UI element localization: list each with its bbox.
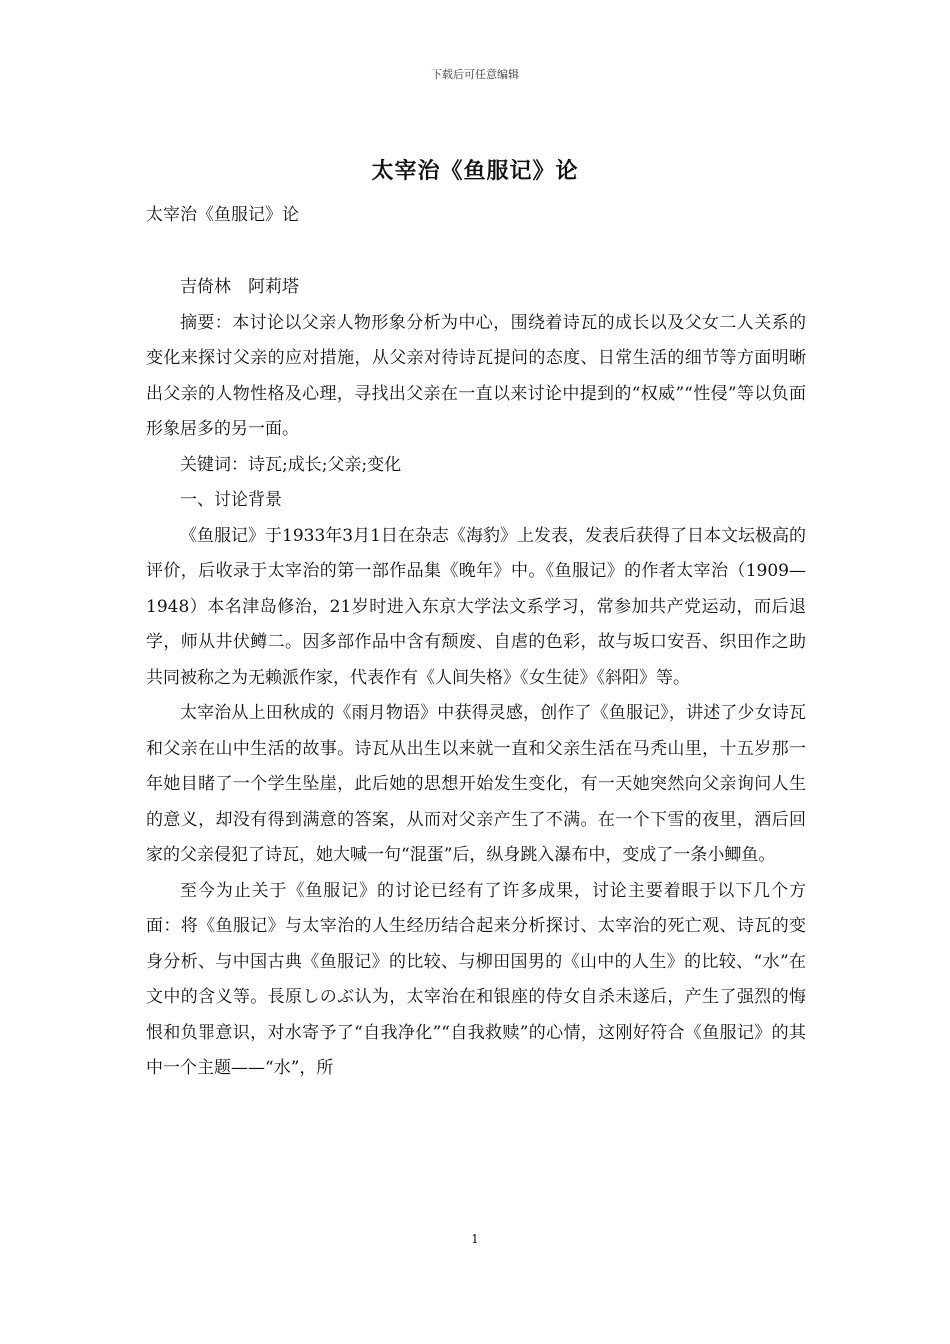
- document-subtitle: 太宰治《鱼服记》论: [146, 205, 299, 225]
- section-heading: 一、讨论背景: [180, 490, 282, 510]
- document-body: [146, 270, 806, 1087]
- body-paragraph: 至今为止关于《鱼服记》的讨论已经有了许多成果，讨论主要着眼于以下几个方面：将《鱼服记》与太宰治的人生经历结合起来分析探讨、太宰治的死亡观、诗瓦的变身分析、与中国古典《鱼服记》的比较、与柳田国男的《山中的人生》的比较、“水”在文中的含义等。長原しのぶ认为，太宰治在和银座的侍女自杀未遂后，产生了强烈的悔恨和负罪意识，对水寄予了“自我净化”“自我救赎”的心情，这刚好符合《鱼服记》的其中一个主题——“水”，所: [146, 880, 806, 1078]
- document-title: 太宰治《鱼服记》论: [371, 158, 579, 184]
- page-header: 下载后可任意编辑: [431, 68, 519, 81]
- page-number: 1: [471, 1232, 479, 1246]
- authors: 吉倚林 阿莉塔: [180, 277, 299, 297]
- keywords: 关键词：诗瓦;成长;父亲;变化: [180, 454, 402, 475]
- body-paragraph: 《鱼服记》于1933年3月1日在杂志《海豹》上发表，发表后获得了日本文坛极高的评价，后收录于太宰治的第一部作品集《晚年》中。《鱼服记》的作者太宰治（1909—1948）本名津岛修治，21岁时进入东京大学法文系学习，常参加共产党运动，而后退学，师从井伏鳟二。因多部作品中含有颓废、自虐的色彩，故与坂口安吾、织田作之助共同被称之为无赖派作家，代表作有《人间失格》《女生徒》《斜阳》等。: [146, 525, 806, 688]
- body-paragraph: 太宰治从上田秋成的《雨月物语》中获得灵感，创作了《鱼服记》，讲述了少女诗瓦和父亲在山中生活的故事。诗瓦从出生以来就一直和父亲生活在马秃山里，十五岁那一年她目睹了一个学生坠崖，此后她的思想开始发生变化，有一天她突然向父亲询问人生的意义，却没有得到满意的答案，从而对父亲产生了不满。在一个下雪的夜里，酒后回家的父亲侵犯了诗瓦，她大喊一句“混蛋”后，纵身跳入瀑布中，变成了一条小鲫鱼。: [146, 703, 806, 865]
- abstract-paragraph: 摘要：本讨论以父亲人物形象分析为中心，围绕着诗瓦的成长以及父女二人关系的变化来探讨父亲的应对措施，从父亲对待诗瓦提问的态度、日常生活的细节等方面明晰出父亲的人物性格及心理，寻找出父亲在一直以来讨论中提到的“权威”“性侵”等以负面形象居多的另一面。: [146, 312, 806, 439]
